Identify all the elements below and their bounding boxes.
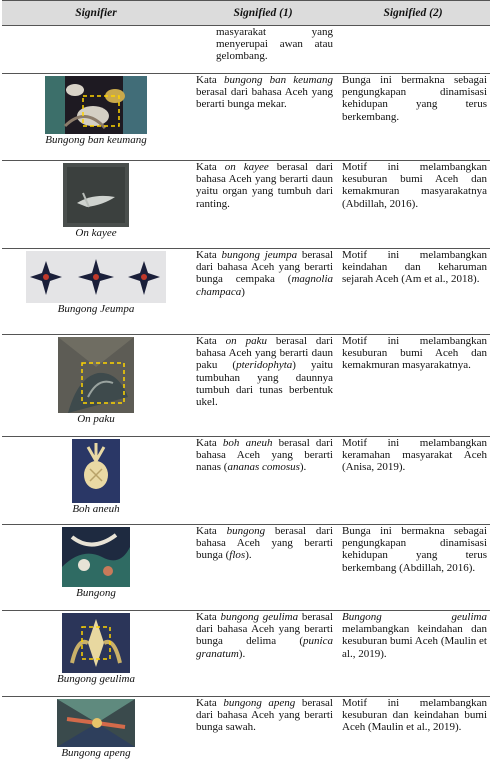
- signified-2-text: Motif ini melambangkan keindahan dan keharuman sejarah Aceh (Am et al., 2018).: [342, 249, 487, 286]
- signified-2-text: Motif ini melambangkan keramahan masyarakat Aceh (Anisa, 2019).: [342, 437, 487, 474]
- signifier-caption: Bungong Jeumpa: [57, 303, 135, 315]
- table-header-row: [2, 1, 490, 26]
- motif-image-bungong: [62, 527, 130, 587]
- signified-2-text: melambangkan keindahan dan kesuburan bumi Aceh (Maulin et al., 2019).: [342, 623, 487, 660]
- header-signified-2: Signified (2): [336, 1, 490, 26]
- term: on kayee: [224, 161, 269, 173]
- motif-image-bungong-jeumpa: [26, 251, 166, 303]
- scientific-name: magnolia champaca: [196, 273, 333, 298]
- signifier-caption: Bungong apeng: [61, 747, 131, 759]
- term: on paku: [225, 335, 267, 347]
- table-row-continuation: [2, 26, 490, 74]
- scientific-name: ananas comosus: [227, 461, 300, 474]
- term: bungong jeumpa: [221, 249, 298, 261]
- term: bungong ban keumang: [223, 74, 333, 86]
- scientific-name: punica granatum: [196, 635, 333, 660]
- continuation-text: masyarakat yang menyerupai awan atau gelombang.: [216, 26, 333, 63]
- signified-2-text: Bunga ini bermakna sebagai pengungkapan dinamisasi kehidupan yang terus berkembang.: [342, 74, 487, 123]
- motif-image-boh-aneuh: [72, 439, 120, 503]
- table-row: On kayee Kata on kayee berasal dari bahasa Aceh yang berarti daun yaitu organ yang tumbuh dari ranting. Motif ini melambangkan kesuburan bumi Aceh dan kemakmuran masyarakatnya (Abdillah, 2016).: [2, 161, 490, 249]
- term: bungong: [226, 525, 266, 537]
- table-row: Bungong Jeumpa Kata bungong jeumpa berasal dari bahasa Aceh yang berarti bunga cempaka (magnolia champaca) Motif ini melambangkan keindahan dan keharuman sejarah Aceh (Am et al., 2018).: [2, 249, 490, 335]
- scientific-name: flos: [229, 549, 246, 562]
- scientific-name: pteridophyta: [236, 359, 293, 372]
- table-row: Bungong Kata bungong berasal dari bahasa Aceh yang berarti bunga (flos). Bunga ini bermakna sebagai pengungkapan dinamisasi kehidupan yang terus berkembang (Abdillah, 2016).: [2, 525, 490, 611]
- signifier-caption: Boh aneuh: [72, 503, 120, 515]
- term: Bungong geulima: [342, 611, 487, 623]
- table-row: On paku Kata on paku berasal dari bahasa Aceh yang berarti daun paku (pteridophyta) yaitu tumbuhan yang daunnya tumbuh dari tunas berbentuk ukel. Motif ini melambangkan kesuburan bumi Aceh dan kemakmuran masyarakatnya.: [2, 335, 490, 437]
- signified-2-text: Motif ini melambangkan kesuburan bumi Aceh dan kemakmuran masyarakatnya (Abdillah, 2016).: [342, 161, 487, 210]
- signifier-caption: Bungong ban keumang: [45, 134, 147, 146]
- term: bungong geulima: [220, 611, 299, 623]
- motif-image-on-paku: [58, 337, 134, 413]
- signifier-caption: Bungong geulima: [57, 673, 135, 685]
- signified-2-text: Motif ini melambangkan kesuburan dan keindahan bumi Aceh (Maulin et al., 2019).: [342, 697, 487, 734]
- table-row: Bungong ban keumang Kata bungong ban keumang berasal dari bahasa Aceh yang berarti bunga mekar. Bunga ini bermakna sebagai pengungkapan dinamisasi kehidupan yang terus berkembang.: [2, 74, 490, 161]
- semiotic-table: [2, 0, 490, 761]
- signifier-caption: Bungong: [76, 587, 116, 599]
- signifier-caption: On paku: [77, 413, 115, 425]
- term: boh aneuh: [222, 437, 273, 449]
- table-row: Boh aneuh Kata boh aneuh berasal dari bahasa Aceh yang berarti nanas (ananas comosus). Motif ini melambangkan keramahan masyarakat Aceh (Anisa, 2019).: [2, 437, 490, 525]
- header-signified-1: Signified (1): [190, 1, 336, 26]
- signifier-caption: On kayee: [75, 227, 117, 239]
- header-signifier: Signifier: [2, 1, 190, 26]
- signifier-cell-empty: [2, 26, 190, 74]
- signified-2-text: Bunga ini bermakna sebagai pengungkapan dinamisasi kehidupan yang terus berkembang (Abdillah, 2016).: [342, 525, 487, 574]
- motif-image-on-kayee: [63, 163, 129, 227]
- signified-2-text: Motif ini melambangkan kesuburan bumi Aceh dan kemakmuran masyarakatnya.: [342, 335, 487, 372]
- table-row: Bungong geulima Kata bungong geulima berasal dari bahasa Aceh yang berarti bunga delima (punica granatum). Bungong geulima melambangkan keindahan dan kesuburan bumi Aceh (Maulin et al., 2019).: [2, 611, 490, 697]
- term: bungong apeng: [223, 697, 296, 709]
- motif-image-bungong-apeng: [57, 699, 135, 747]
- motif-image-bungong-geulima: [62, 613, 130, 673]
- table-row: Bungong apeng Kata bungong apeng berasal dari bahasa Aceh yang berarti bunga sawah. Motif ini melambangkan kesuburan dan keindahan bumi Aceh (Maulin et al., 2019).: [2, 697, 490, 761]
- motif-image-bungong-ban-keumang: [45, 76, 147, 134]
